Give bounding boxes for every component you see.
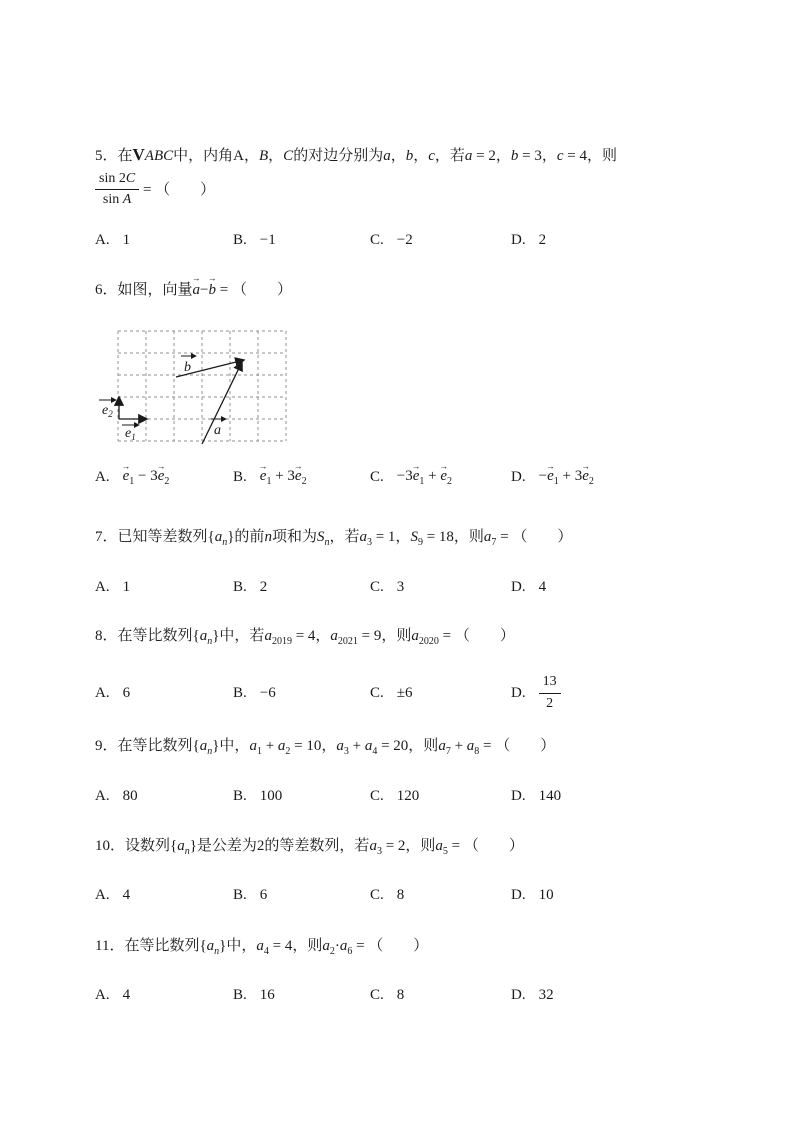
option-value: $-e \to_1 + 3e \to_2$ — [539, 468, 594, 487]
option-value: 16 — [259, 987, 275, 1003]
question-6-stem: 6．如图，向量a →−b → = （ ） — [95, 280, 292, 300]
option-value: 2 — [259, 579, 268, 595]
question-10-options — [95, 887, 554, 904]
option-label: C. — [370, 469, 384, 485]
question-7-option-a — [95, 579, 233, 596]
dashed-grid — [118, 331, 286, 441]
question-9-option-c — [370, 788, 511, 805]
option-value: 4 — [122, 887, 131, 903]
option-label: A. — [95, 579, 110, 595]
fraction: $\frac{\sin 2C}{\text{sin A}}$ — [95, 170, 139, 209]
option-label: C. — [370, 987, 384, 1003]
option-value: $-3e \to_1 + e \to_2$ — [397, 468, 452, 487]
option-value: 120 — [396, 788, 420, 804]
option-value: 6 — [122, 684, 131, 701]
question-11-stem: 11．在等比数列$\{a_n\}$中，$a_4 = 4$，则$a_2\cdot a_6$ = （ ） — [95, 938, 429, 957]
option-value: 4 — [538, 579, 547, 595]
option-value: 6 — [259, 887, 268, 903]
question-6-options — [95, 468, 594, 487]
option-label: D. — [511, 788, 526, 804]
question-9-option-a — [95, 788, 233, 805]
option-label: C. — [370, 232, 384, 248]
question-11-option-d — [511, 987, 554, 1004]
question-7-stem: 7．已知等差数列$\{a_n\}$的前n项和为$S_n$，若$a_3 = 1$，$S_9 = 18$，则$a_7$ = （ ） — [95, 529, 573, 548]
question-8-stem: 8．在等比数列$\{a_n\}$中，若$a_{2019} = 4$，$a_{2021} = 9$，则$a_{2020}$ = （ ） — [95, 628, 515, 647]
option-label: C. — [370, 579, 384, 595]
option-value: 2 — [538, 232, 547, 248]
question-9-stem: 9．在等比数列$\{a_n\}$中，$a_1 + a_2 = 10$，$a_3 + a_4 = 20$，则$a_7 + a_8$ = （ ） — [95, 738, 556, 757]
option-label: A. — [95, 788, 110, 804]
question-11-option-c — [370, 987, 511, 1004]
question-7-option-d — [511, 579, 546, 596]
question-8-option-d — [511, 673, 561, 712]
option-value: −6 — [259, 684, 276, 701]
label-e1: $e_1$ — [125, 426, 136, 442]
question-11-option-b — [233, 987, 370, 1004]
option-value: 100 — [259, 788, 283, 804]
option-label: D. — [511, 579, 526, 595]
question-6-option-d — [511, 468, 594, 487]
option-label: B. — [233, 887, 247, 903]
option-label: B. — [233, 469, 247, 485]
option-label: D. — [511, 469, 526, 485]
option-label: C. — [370, 684, 384, 701]
option-value: $e \to_1 - 3e \to_2$ — [123, 468, 170, 487]
option-label: B. — [233, 684, 247, 701]
question-5-stem: 5．在VABC中，内角A，B，C的对边分别为a，b，c，若a = 2，b = 3，c = 4，则 — [95, 145, 617, 164]
option-label: A. — [95, 887, 110, 903]
option-value: 140 — [538, 788, 562, 804]
question-8-option-c — [370, 685, 511, 702]
vectors — [119, 360, 244, 444]
question-7-option-c — [370, 579, 511, 596]
question-10-option-b — [233, 887, 370, 904]
option-label: B. — [233, 232, 247, 248]
option-label: A. — [95, 987, 110, 1003]
option-value: 80 — [122, 788, 138, 804]
option-value: 32 — [538, 987, 554, 1003]
question-9-options — [95, 788, 561, 805]
option-value: 1 — [122, 579, 131, 595]
question-10-stem: 10．设数列$\{a_n\}$是公差为2的等差数列，若$a_3 = 2$，则$a_5$ = （ ） — [95, 838, 524, 857]
option-label: C. — [370, 788, 384, 804]
question-5-options — [95, 232, 546, 249]
option-label: D. — [511, 987, 526, 1003]
option-value: 3 — [396, 579, 405, 595]
label-e2: $e_2$ — [102, 403, 113, 419]
option-label: B. — [233, 987, 247, 1003]
question-9-option-d — [511, 788, 561, 805]
question-11-option-a — [95, 987, 233, 1004]
option-value: −1 — [259, 232, 276, 248]
question-9-option-b — [233, 788, 370, 805]
option-value: 8 — [396, 987, 405, 1003]
option-value: ±6 — [396, 684, 413, 701]
question-8-options — [95, 670, 561, 716]
option-label: B. — [233, 788, 247, 804]
option-label: D. — [511, 232, 526, 248]
question-5-option-a — [95, 232, 233, 249]
option-value: 1 — [122, 232, 131, 248]
question-7-options — [95, 579, 546, 596]
option-label: D. — [511, 684, 526, 701]
question-8-option-a — [95, 685, 233, 702]
question-6-option-c — [370, 468, 511, 487]
question-8-option-b — [233, 685, 370, 702]
option-label: C. — [370, 887, 384, 903]
option-value: 8 — [396, 887, 405, 903]
option-label: A. — [95, 684, 110, 701]
option-value: $e \to_1 + 3e \to_2$ — [260, 468, 307, 487]
option-label: D. — [511, 887, 526, 903]
option-value: 4 — [122, 987, 131, 1003]
question-7-option-b — [233, 579, 370, 596]
question-5-expression: $\frac{\sin 2C}{\text{sin A}}$ = （ ） — [95, 170, 215, 209]
vector-a — [202, 362, 242, 444]
option-label: A. — [95, 232, 110, 248]
question-11-options — [95, 987, 554, 1004]
option-value: 10 — [538, 887, 554, 903]
fraction: $\frac{13}{2}$ — [539, 673, 561, 712]
question-10-option-c — [370, 887, 511, 904]
option-label: B. — [233, 579, 247, 595]
question-5-option-c — [370, 232, 511, 249]
question-5-option-b — [233, 232, 370, 249]
vector-grid-figure — [95, 326, 295, 454]
question-5-option-d — [511, 232, 546, 249]
label-b: b — [184, 360, 191, 375]
question-10-option-a — [95, 887, 233, 904]
option-value: −2 — [396, 232, 413, 248]
question-10-option-d — [511, 887, 554, 904]
question-6-option-a — [95, 468, 233, 487]
question-6-option-b — [233, 468, 370, 487]
label-a: a — [214, 423, 221, 438]
option-label: A. — [95, 469, 110, 485]
option-value — [539, 673, 561, 712]
